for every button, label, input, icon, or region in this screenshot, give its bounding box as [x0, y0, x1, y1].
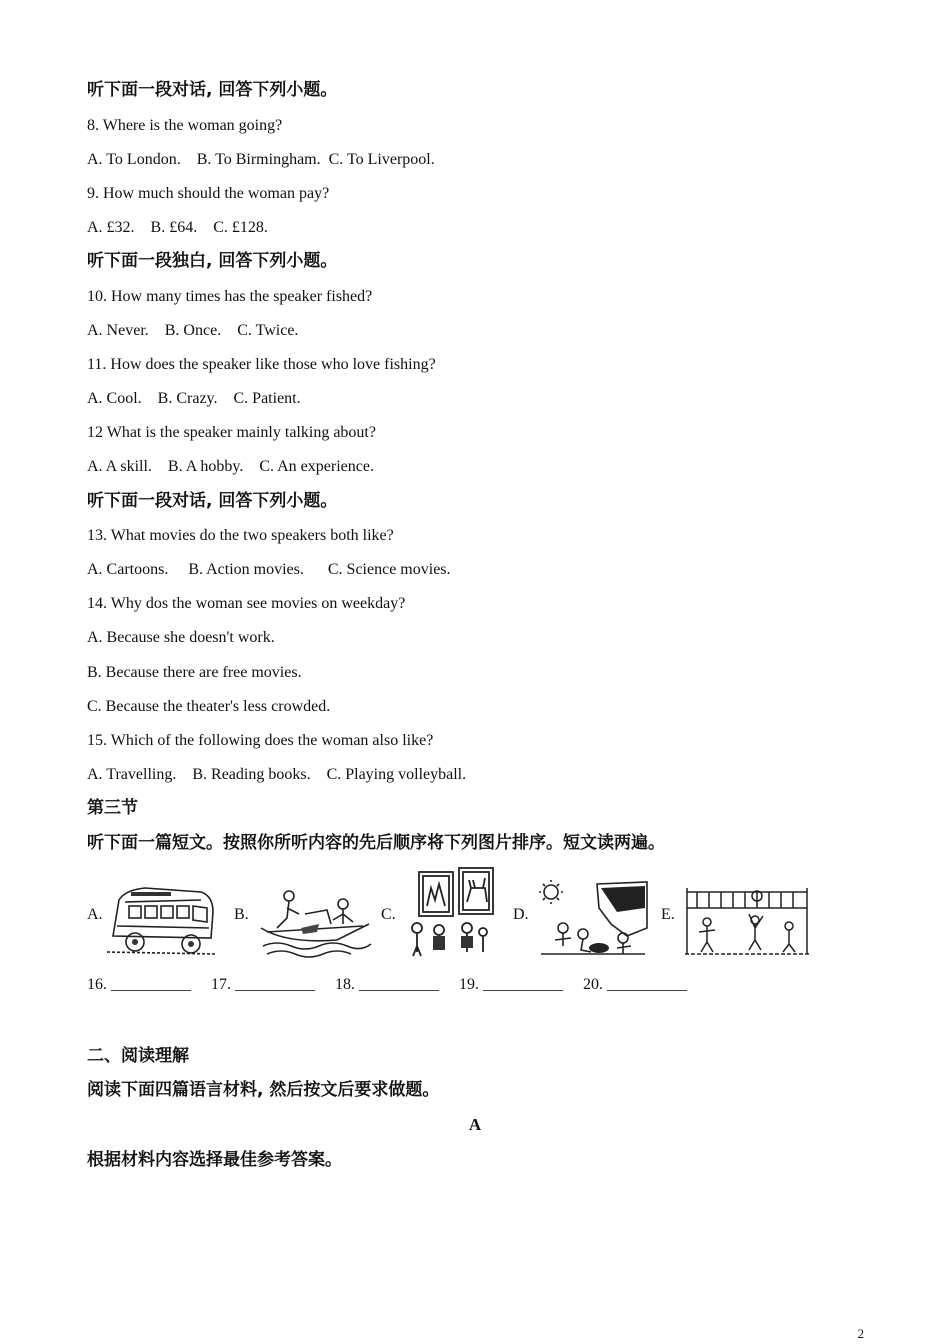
question-9: 9. How much should the woman pay? — [87, 185, 330, 202]
answer-blank-17[interactable]: 17. __________ — [211, 976, 315, 993]
part-title: 第三节 — [87, 798, 138, 818]
picture-label: B. — [234, 906, 249, 923]
answer-blank-20[interactable]: 20. __________ — [583, 976, 687, 993]
section-heading: 听下面一段独白, 回答下列小题。 — [87, 251, 338, 271]
question-10-options: A. Never. B. Once. C. Twice. — [87, 322, 299, 339]
volleyball-picture-icon — [685, 886, 809, 956]
question-14-option-a: A. Because she doesn't work. — [87, 629, 275, 646]
part-instruction: 听下面一篇短文。按照你所听内容的先后顺序将下列图片排序。短文读两遍。 — [87, 833, 665, 853]
bus-picture-icon — [105, 878, 217, 958]
answer-blanks — [87, 976, 703, 994]
question-13-options: A. Cartoons. B. Action movies. C. Science movies. — [87, 561, 451, 578]
question-15: 15. Which of the following does the woman also like? — [87, 732, 434, 749]
question-13: 13. What movies do the two speakers both like? — [87, 527, 394, 544]
picture-label: A. — [87, 906, 103, 923]
question-8-options: A. To London. B. To Birmingham. C. To Liverpool. — [87, 151, 435, 168]
reading-instruction: 阅读下面四篇语言材料, 然后按文后要求做题。 — [87, 1080, 440, 1100]
answer-blank-19[interactable]: 19. __________ — [459, 976, 563, 993]
picture-label: C. — [381, 906, 396, 923]
question-12-options: A. A skill. B. A hobby. C. An experience. — [87, 458, 374, 475]
question-11-options: A. Cool. B. Crazy. C. Patient. — [87, 390, 301, 407]
picture-label: D. — [513, 906, 529, 923]
question-14-option-c: C. Because the theater's less crowded. — [87, 698, 331, 715]
boat-picture-icon — [257, 884, 375, 958]
question-11: 11. How does the speaker like those who love fishing? — [87, 356, 436, 373]
section-heading: 听下面一段对话, 回答下列小题。 — [87, 491, 338, 511]
reading-task: 根据材料内容选择最佳参考答案。 — [87, 1150, 342, 1170]
question-12: 12 What is the speaker mainly talking about? — [87, 424, 376, 441]
picnic-picture-icon — [537, 878, 649, 958]
question-9-options: A. £32. B. £64. C. £128. — [87, 219, 268, 236]
question-8: 8. Where is the woman going? — [87, 117, 283, 134]
reading-title: 二、阅读理解 — [87, 1046, 189, 1066]
question-14-option-b: B. Because there are free movies. — [87, 664, 302, 681]
answer-blank-16[interactable]: 16. __________ — [87, 976, 191, 993]
section-heading: 听下面一段对话, 回答下列小题。 — [87, 80, 338, 100]
passage-letter: A — [468, 1115, 482, 1134]
question-14: 14. Why dos the woman see movies on weekday? — [87, 595, 406, 612]
answer-blank-18[interactable]: 18. __________ — [335, 976, 439, 993]
page-number: 2 — [857, 1326, 864, 1341]
museum-paintings-picture-icon — [405, 866, 497, 958]
question-10: 10. How many times has the speaker fished? — [87, 288, 373, 305]
picture-label: E. — [661, 906, 675, 923]
picture-row — [87, 866, 827, 962]
question-15-options: A. Travelling. B. Reading books. C. Playing volleyball. — [87, 766, 467, 783]
